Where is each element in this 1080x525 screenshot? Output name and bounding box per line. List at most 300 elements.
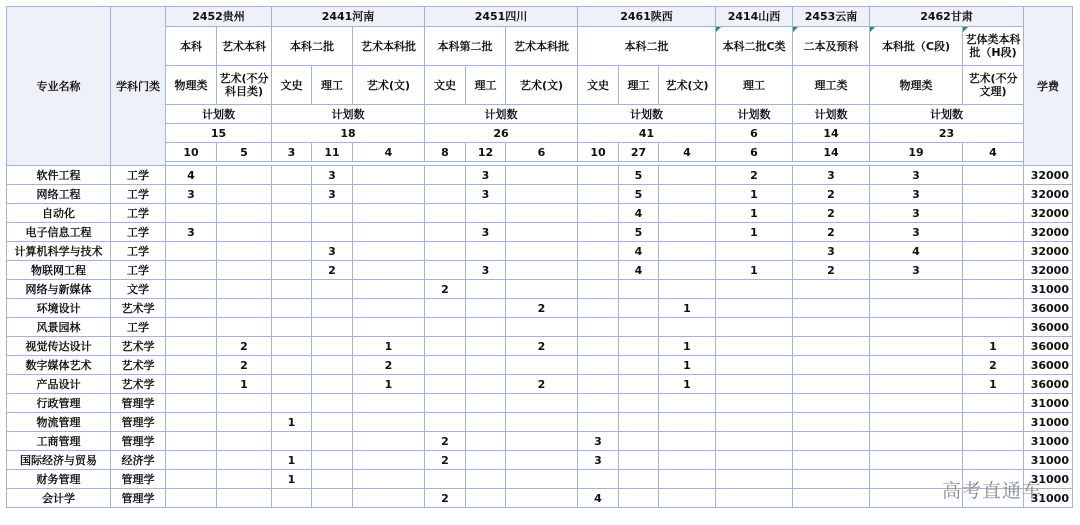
plan-cell xyxy=(272,337,312,356)
plan-total: 23 xyxy=(870,124,1024,143)
plan-cell xyxy=(870,356,963,375)
plan-cell xyxy=(425,166,466,185)
plan-cell xyxy=(425,413,466,432)
major-category: 工学 xyxy=(111,242,166,261)
plan-count: 10 xyxy=(578,143,619,162)
plan-cell: 3 xyxy=(312,166,353,185)
plan-cell xyxy=(870,451,963,470)
plan-cell xyxy=(716,432,793,451)
plan-cell: 3 xyxy=(870,166,963,185)
plan-cell: 4 xyxy=(870,242,963,261)
province-sichuan: 2451四川 xyxy=(425,7,578,27)
major-name: 财务管理 xyxy=(7,470,111,489)
plan-count: 4 xyxy=(963,143,1024,162)
plan-count: 19 xyxy=(870,143,963,162)
plan-cell xyxy=(166,394,217,413)
plan-cell xyxy=(506,451,578,470)
plan-cell: 1 xyxy=(272,451,312,470)
plan-cell xyxy=(217,318,272,337)
plan-cell xyxy=(425,242,466,261)
plan-cell xyxy=(312,432,353,451)
subject-label: 理工 xyxy=(466,66,506,105)
plan-count: 3 xyxy=(272,143,312,162)
plan-cell xyxy=(466,280,506,299)
plan-cell xyxy=(217,489,272,508)
plan-cell xyxy=(312,337,353,356)
plan-cell xyxy=(272,223,312,242)
plan-cell xyxy=(716,470,793,489)
major-name: 网络与新媒体 xyxy=(7,280,111,299)
subject-label: 艺术(文) xyxy=(659,66,716,105)
plan-cell: 3 xyxy=(312,242,353,261)
plan-cell xyxy=(217,432,272,451)
plan-cell: 1 xyxy=(353,337,425,356)
plan-cell: 3 xyxy=(466,223,506,242)
plan-cell xyxy=(353,299,425,318)
major-category: 艺术学 xyxy=(111,356,166,375)
tuition-fee: 32000 xyxy=(1024,185,1073,204)
plan-cell xyxy=(466,337,506,356)
plan-cell xyxy=(659,451,716,470)
plan-cell xyxy=(166,242,217,261)
plan-cell: 2 xyxy=(217,356,272,375)
plan-cell xyxy=(963,280,1024,299)
plan-cell: 3 xyxy=(870,204,963,223)
plan-cell xyxy=(578,337,619,356)
plan-cell xyxy=(659,280,716,299)
plan-cell xyxy=(619,394,659,413)
tuition-fee: 31000 xyxy=(1024,451,1073,470)
plan-cell xyxy=(793,280,870,299)
table-row xyxy=(7,166,1073,185)
plan-cell xyxy=(716,318,793,337)
plan-cell xyxy=(312,204,353,223)
plan-cell xyxy=(466,394,506,413)
table-row xyxy=(7,280,1073,299)
plan-cell: 2 xyxy=(217,337,272,356)
tuition-fee: 36000 xyxy=(1024,337,1073,356)
plan-cell xyxy=(578,261,619,280)
plan-cell xyxy=(619,318,659,337)
major-name: 计算机科学与技术 xyxy=(7,242,111,261)
plan-cell xyxy=(793,337,870,356)
plan-cell xyxy=(963,394,1024,413)
plan-cell: 2 xyxy=(425,489,466,508)
plan-cell xyxy=(312,394,353,413)
plan-cell xyxy=(466,299,506,318)
plan-cell xyxy=(578,242,619,261)
plan-cell xyxy=(659,318,716,337)
plan-cell xyxy=(506,185,578,204)
batch-label: 本科二批C类 xyxy=(716,27,793,66)
plan-cell xyxy=(578,318,619,337)
plan-cell xyxy=(217,185,272,204)
plan-cell: 3 xyxy=(793,242,870,261)
table-row xyxy=(7,489,1073,508)
major-category: 管理学 xyxy=(111,489,166,508)
plan-cell xyxy=(963,223,1024,242)
plan-cell: 2 xyxy=(793,185,870,204)
plan-cell xyxy=(619,280,659,299)
table-row xyxy=(7,318,1073,337)
plan-count: 5 xyxy=(217,143,272,162)
plan-cell: 3 xyxy=(166,223,217,242)
plan-cell xyxy=(619,470,659,489)
major-name: 行政管理 xyxy=(7,394,111,413)
plan-cell xyxy=(166,451,217,470)
plan-cell xyxy=(166,204,217,223)
plan-cell xyxy=(272,280,312,299)
plan-cell xyxy=(506,223,578,242)
subject-label: 物理类 xyxy=(166,66,217,105)
batch-header-row xyxy=(7,27,1073,66)
province-henan: 2441河南 xyxy=(272,7,425,27)
subject-label: 文史 xyxy=(272,66,312,105)
plan-cell xyxy=(659,470,716,489)
watermark-text: 高考直通车 xyxy=(942,480,1043,502)
plan-cell: 1 xyxy=(217,375,272,394)
plan-cell xyxy=(793,413,870,432)
batch-label: 艺术本科批 xyxy=(353,27,425,66)
plan-cell xyxy=(963,166,1024,185)
plan-cell xyxy=(353,489,425,508)
plan-count: 10 xyxy=(166,143,217,162)
plan-cell xyxy=(425,204,466,223)
plan-total-row xyxy=(7,124,1073,143)
plan-cell xyxy=(312,489,353,508)
plan-count: 4 xyxy=(659,143,716,162)
major-name: 物联网工程 xyxy=(7,261,111,280)
plan-cell: 3 xyxy=(793,166,870,185)
plan-cell: 2 xyxy=(506,299,578,318)
plan-cell xyxy=(716,280,793,299)
plan-cell xyxy=(716,375,793,394)
table-body xyxy=(7,166,1073,508)
subject-label: 文史 xyxy=(425,66,466,105)
plan-cell xyxy=(578,356,619,375)
plan-cell xyxy=(870,432,963,451)
plan-cell: 1 xyxy=(716,223,793,242)
plan-cell xyxy=(272,318,312,337)
major-category: 文学 xyxy=(111,280,166,299)
plan-cell xyxy=(578,223,619,242)
plan-cell xyxy=(506,413,578,432)
major-category: 工学 xyxy=(111,166,166,185)
plan-cell: 5 xyxy=(619,166,659,185)
plan-cell xyxy=(793,299,870,318)
plan-cell xyxy=(312,223,353,242)
plan-label: 计划数 xyxy=(870,105,1024,124)
plan-label-row xyxy=(7,105,1073,124)
plan-cell xyxy=(217,451,272,470)
plan-cell: 1 xyxy=(716,204,793,223)
major-name: 会计学 xyxy=(7,489,111,508)
table-row xyxy=(7,470,1073,489)
plan-cell: 3 xyxy=(466,166,506,185)
plan-count: 6 xyxy=(506,143,578,162)
plan-cell xyxy=(353,470,425,489)
major-category: 经济学 xyxy=(111,451,166,470)
plan-cell xyxy=(272,185,312,204)
plan-cell xyxy=(659,223,716,242)
plan-cell xyxy=(217,223,272,242)
batch-label: 本科二批 xyxy=(272,27,353,66)
plan-cell xyxy=(578,185,619,204)
major-name: 环境设计 xyxy=(7,299,111,318)
tuition-fee: 36000 xyxy=(1024,375,1073,394)
plan-cell: 2 xyxy=(793,261,870,280)
plan-cell xyxy=(425,223,466,242)
major-name: 电子信息工程 xyxy=(7,223,111,242)
plan-cell xyxy=(166,375,217,394)
plan-cell: 3 xyxy=(578,432,619,451)
batch-label: 本科二批 xyxy=(578,27,716,66)
plan-cell: 2 xyxy=(353,356,425,375)
tuition-fee: 31000 xyxy=(1024,432,1073,451)
plan-count: 11 xyxy=(312,143,353,162)
plan-cell xyxy=(793,318,870,337)
plan-cell xyxy=(166,356,217,375)
plan-cell: 4 xyxy=(166,166,217,185)
plan-cell xyxy=(506,356,578,375)
province-gansu: 2462甘肃 xyxy=(870,7,1024,27)
plan-cell xyxy=(963,261,1024,280)
plan-cell: 1 xyxy=(659,375,716,394)
major-name: 数字媒体艺术 xyxy=(7,356,111,375)
major-name: 网络工程 xyxy=(7,185,111,204)
plan-label: 计划数 xyxy=(425,105,578,124)
plan-label: 计划数 xyxy=(272,105,425,124)
plan-cell xyxy=(578,280,619,299)
plan-cell: 3 xyxy=(312,185,353,204)
plan-cell: 2 xyxy=(425,451,466,470)
plan-cell xyxy=(272,356,312,375)
plan-cell xyxy=(619,432,659,451)
plan-cell xyxy=(425,394,466,413)
subject-label: 艺术(文) xyxy=(506,66,578,105)
plan-cell xyxy=(619,337,659,356)
plan-cell: 5 xyxy=(619,185,659,204)
plan-cell xyxy=(217,394,272,413)
plan-total: 6 xyxy=(716,124,793,143)
fee-header: 学费 xyxy=(1024,7,1073,166)
table-row xyxy=(7,337,1073,356)
plan-cell xyxy=(963,432,1024,451)
plan-count: 12 xyxy=(466,143,506,162)
tuition-fee: 32000 xyxy=(1024,242,1073,261)
plan-cell xyxy=(659,204,716,223)
plan-cell xyxy=(659,394,716,413)
batch-label: 本科第二批 xyxy=(425,27,506,66)
plan-cell xyxy=(659,242,716,261)
plan-count-row xyxy=(7,143,1073,162)
major-category: 工学 xyxy=(111,261,166,280)
plan-cell: 2 xyxy=(793,223,870,242)
plan-cell xyxy=(353,432,425,451)
plan-cell xyxy=(272,375,312,394)
subject-label: 艺术(文) xyxy=(353,66,425,105)
subject-label: 理工 xyxy=(716,66,793,105)
tuition-fee: 36000 xyxy=(1024,356,1073,375)
plan-cell xyxy=(870,299,963,318)
plan-cell: 2 xyxy=(425,432,466,451)
plan-cell: 3 xyxy=(466,185,506,204)
province-yunnan: 2453云南 xyxy=(793,7,870,27)
tuition-fee: 36000 xyxy=(1024,299,1073,318)
plan-cell xyxy=(578,204,619,223)
plan-cell xyxy=(272,242,312,261)
major-name: 软件工程 xyxy=(7,166,111,185)
plan-cell xyxy=(793,375,870,394)
plan-cell xyxy=(506,394,578,413)
plan-cell xyxy=(425,185,466,204)
plan-cell xyxy=(353,223,425,242)
subject-label: 艺术(不分科目类) xyxy=(217,66,272,105)
plan-cell xyxy=(272,489,312,508)
plan-cell xyxy=(578,375,619,394)
province-shanxi: 2414山西 xyxy=(716,7,793,27)
plan-cell xyxy=(578,394,619,413)
plan-cell xyxy=(870,318,963,337)
plan-cell xyxy=(793,356,870,375)
plan-cell xyxy=(870,394,963,413)
plan-cell xyxy=(166,280,217,299)
plan-cell xyxy=(272,204,312,223)
plan-total: 15 xyxy=(166,124,272,143)
plan-cell xyxy=(312,451,353,470)
major-name: 视觉传达设计 xyxy=(7,337,111,356)
plan-cell xyxy=(963,299,1024,318)
plan-cell xyxy=(353,185,425,204)
province-guizhou: 2452贵州 xyxy=(166,7,272,27)
province-shaanxi: 2461陕西 xyxy=(578,7,716,27)
batch-label: 本科批（C段) xyxy=(870,27,963,66)
plan-cell xyxy=(506,318,578,337)
plan-cell xyxy=(619,413,659,432)
plan-cell xyxy=(217,280,272,299)
plan-cell xyxy=(312,280,353,299)
plan-cell xyxy=(506,166,578,185)
plan-cell xyxy=(506,261,578,280)
plan-cell xyxy=(793,489,870,508)
plan-cell xyxy=(353,204,425,223)
plan-cell xyxy=(217,204,272,223)
subject-label: 理工 xyxy=(619,66,659,105)
table-row xyxy=(7,451,1073,470)
plan-cell xyxy=(578,166,619,185)
plan-cell xyxy=(217,470,272,489)
major-name: 自动化 xyxy=(7,204,111,223)
plan-cell xyxy=(506,242,578,261)
major-name: 国际经济与贸易 xyxy=(7,451,111,470)
table-row xyxy=(7,413,1073,432)
plan-cell xyxy=(716,413,793,432)
table-row xyxy=(7,394,1073,413)
plan-cell xyxy=(425,299,466,318)
plan-cell xyxy=(659,261,716,280)
plan-cell xyxy=(659,166,716,185)
plan-cell: 2 xyxy=(793,204,870,223)
batch-label: 艺术本科批 xyxy=(506,27,578,66)
plan-cell: 1 xyxy=(963,337,1024,356)
tuition-fee: 31000 xyxy=(1024,489,1073,508)
plan-cell xyxy=(425,318,466,337)
plan-cell xyxy=(619,356,659,375)
plan-cell xyxy=(272,394,312,413)
table-row xyxy=(7,432,1073,451)
plan-cell xyxy=(506,280,578,299)
plan-cell: 2 xyxy=(963,356,1024,375)
plan-cell xyxy=(166,318,217,337)
plan-cell xyxy=(963,242,1024,261)
plan-cell xyxy=(466,375,506,394)
plan-cell xyxy=(353,261,425,280)
major-name: 产品设计 xyxy=(7,375,111,394)
plan-cell xyxy=(353,280,425,299)
province-header-row xyxy=(7,7,1073,27)
major-name: 工商管理 xyxy=(7,432,111,451)
plan-count: 6 xyxy=(716,143,793,162)
subject-label: 艺术(不分文理) xyxy=(963,66,1024,105)
major-header: 专业名称 xyxy=(7,7,111,166)
tuition-fee: 31000 xyxy=(1024,470,1073,489)
plan-cell xyxy=(425,356,466,375)
plan-label: 计划数 xyxy=(578,105,716,124)
plan-cell xyxy=(793,394,870,413)
plan-cell xyxy=(506,489,578,508)
plan-cell xyxy=(870,375,963,394)
plan-cell: 3 xyxy=(870,261,963,280)
plan-cell: 5 xyxy=(619,223,659,242)
major-category: 艺术学 xyxy=(111,375,166,394)
plan-cell: 1 xyxy=(716,185,793,204)
subject-label: 物理类 xyxy=(870,66,963,105)
plan-cell xyxy=(506,204,578,223)
plan-cell: 3 xyxy=(870,185,963,204)
plan-cell xyxy=(716,337,793,356)
batch-label: 本科 xyxy=(166,27,217,66)
plan-cell xyxy=(716,394,793,413)
subject-header-row xyxy=(7,66,1073,105)
plan-cell xyxy=(793,432,870,451)
table-row xyxy=(7,261,1073,280)
plan-cell xyxy=(619,299,659,318)
plan-cell xyxy=(963,318,1024,337)
plan-cell xyxy=(166,470,217,489)
plan-cell xyxy=(353,166,425,185)
plan-cell xyxy=(963,185,1024,204)
plan-cell: 3 xyxy=(466,261,506,280)
plan-cell xyxy=(312,375,353,394)
major-category: 管理学 xyxy=(111,470,166,489)
plan-cell xyxy=(716,299,793,318)
tuition-fee: 31000 xyxy=(1024,413,1073,432)
plan-cell xyxy=(217,299,272,318)
major-category: 管理学 xyxy=(111,432,166,451)
major-category: 艺术学 xyxy=(111,299,166,318)
batch-label: 二本及预科 xyxy=(793,27,870,66)
plan-cell: 1 xyxy=(716,261,793,280)
plan-cell xyxy=(166,489,217,508)
plan-cell xyxy=(312,413,353,432)
plan-total: 41 xyxy=(578,124,716,143)
plan-cell xyxy=(166,299,217,318)
plan-label: 计划数 xyxy=(716,105,793,124)
table-row xyxy=(7,204,1073,223)
plan-cell xyxy=(716,451,793,470)
table-row xyxy=(7,299,1073,318)
plan-count: 27 xyxy=(619,143,659,162)
